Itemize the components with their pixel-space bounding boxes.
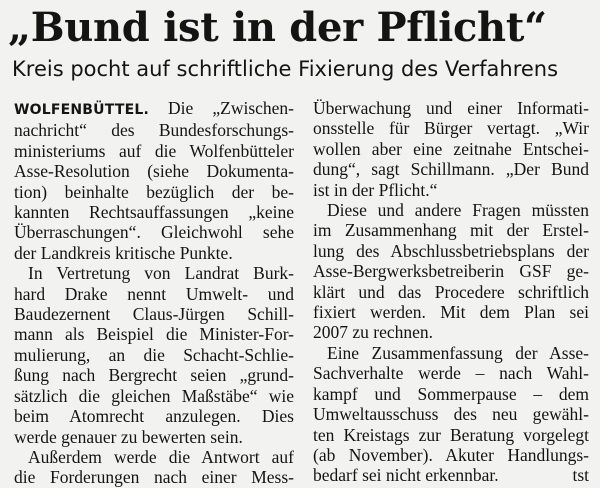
text-line: wollen aber eine zeitnahe Entschei-: [313, 138, 589, 159]
text-line: kampf und Sommerpause – dem: [313, 383, 589, 404]
text-line: ten Kreistags zur Beratung vorgelegt: [313, 424, 589, 445]
text-line: lung des Abschlussbetriebsplans der: [313, 240, 589, 261]
text-line: (ab November). Akuter Handlungs-: [313, 444, 589, 465]
text-line: werde genauer zu bewerten sein.: [14, 426, 243, 447]
text-line: Baudezernent Claus-Jürgen Schill-: [14, 304, 294, 325]
text-line: beim Atomrecht anzulegen. Dies: [14, 406, 294, 427]
text-line: 2007 zu rechnen.: [313, 322, 434, 343]
text-line: tion) beinhalte bezüglich der be-: [14, 181, 294, 202]
text-line: kannten Rechtsauffassungen „keine: [14, 202, 294, 223]
text-line: onsstelle für Bürger vertagt. „Wir: [313, 118, 589, 139]
text-line: ministeriums auf die Wolfenbütteler: [14, 140, 294, 161]
article-column-left: [14, 98, 294, 488]
text-line: die Forderungen nach einer Mess-: [14, 467, 294, 488]
text-line: der Landkreis kritische Punkte.: [14, 242, 233, 263]
text-line: WOLFENBÜTTEL. Die „Zwischen-: [14, 98, 294, 118]
text-line: ist in der Pflicht.“: [313, 179, 438, 200]
text-line: Asse-Bergwerksbetreiberin GSF ge-: [313, 261, 589, 282]
text-line: im Zusammenhang mit der Erstel-: [313, 220, 589, 241]
author-initials: tst: [572, 465, 589, 486]
text-line: klärt und das Procedere schriftlich: [313, 281, 589, 302]
text-line: ßung nach Bergrecht seien „grund-: [14, 365, 294, 386]
text-line: mann als Beispiel die Minister-For-: [14, 324, 294, 345]
text-line: Umweltausschuss des neu gewähl-: [313, 404, 589, 425]
text-line: bedarf sei nicht erkennbar. tst: [313, 465, 589, 486]
text-line: Überraschungen“. Gleichwohl sehe: [14, 222, 294, 243]
article-column-right: [313, 98, 589, 486]
text-line: sätzlich die gleichen Maßstäbe“ wie: [14, 385, 294, 406]
text-line: dung“, sagt Schillmann. „Der Bund: [313, 159, 589, 180]
article-subheadline: Kreis pocht auf schriftliche Fixierung des Verfahrens: [12, 57, 559, 81]
text-line: fixiert werden. Mit dem Plan sei: [313, 302, 589, 323]
text-line: Sachverhalte werde – nach Wahl-: [313, 363, 589, 384]
text-line: hard Drake nennt Umwelt- und: [14, 283, 294, 304]
text-line: Außerdem werde die Antwort auf: [28, 446, 294, 467]
text-line: Asse-Resolution (siehe Dokumenta-: [14, 161, 294, 182]
article-headline: „Bund ist in der Pflicht“: [8, 4, 547, 51]
text-line: In Vertretung von Landrat Burk-: [28, 263, 294, 284]
article-dateline: WOLFENBÜTTEL.: [14, 102, 149, 118]
text-line: nachricht“ des Bundesforschungs-: [14, 120, 294, 141]
text-line: Überwachung und einer Informati-: [313, 98, 589, 118]
text-line: Eine Zusammenfassung der Asse-: [327, 342, 589, 363]
text-line: mulierung, an die Schacht-Schlie-: [14, 344, 294, 365]
text-line: Diese und andere Fragen müssten: [327, 200, 589, 221]
